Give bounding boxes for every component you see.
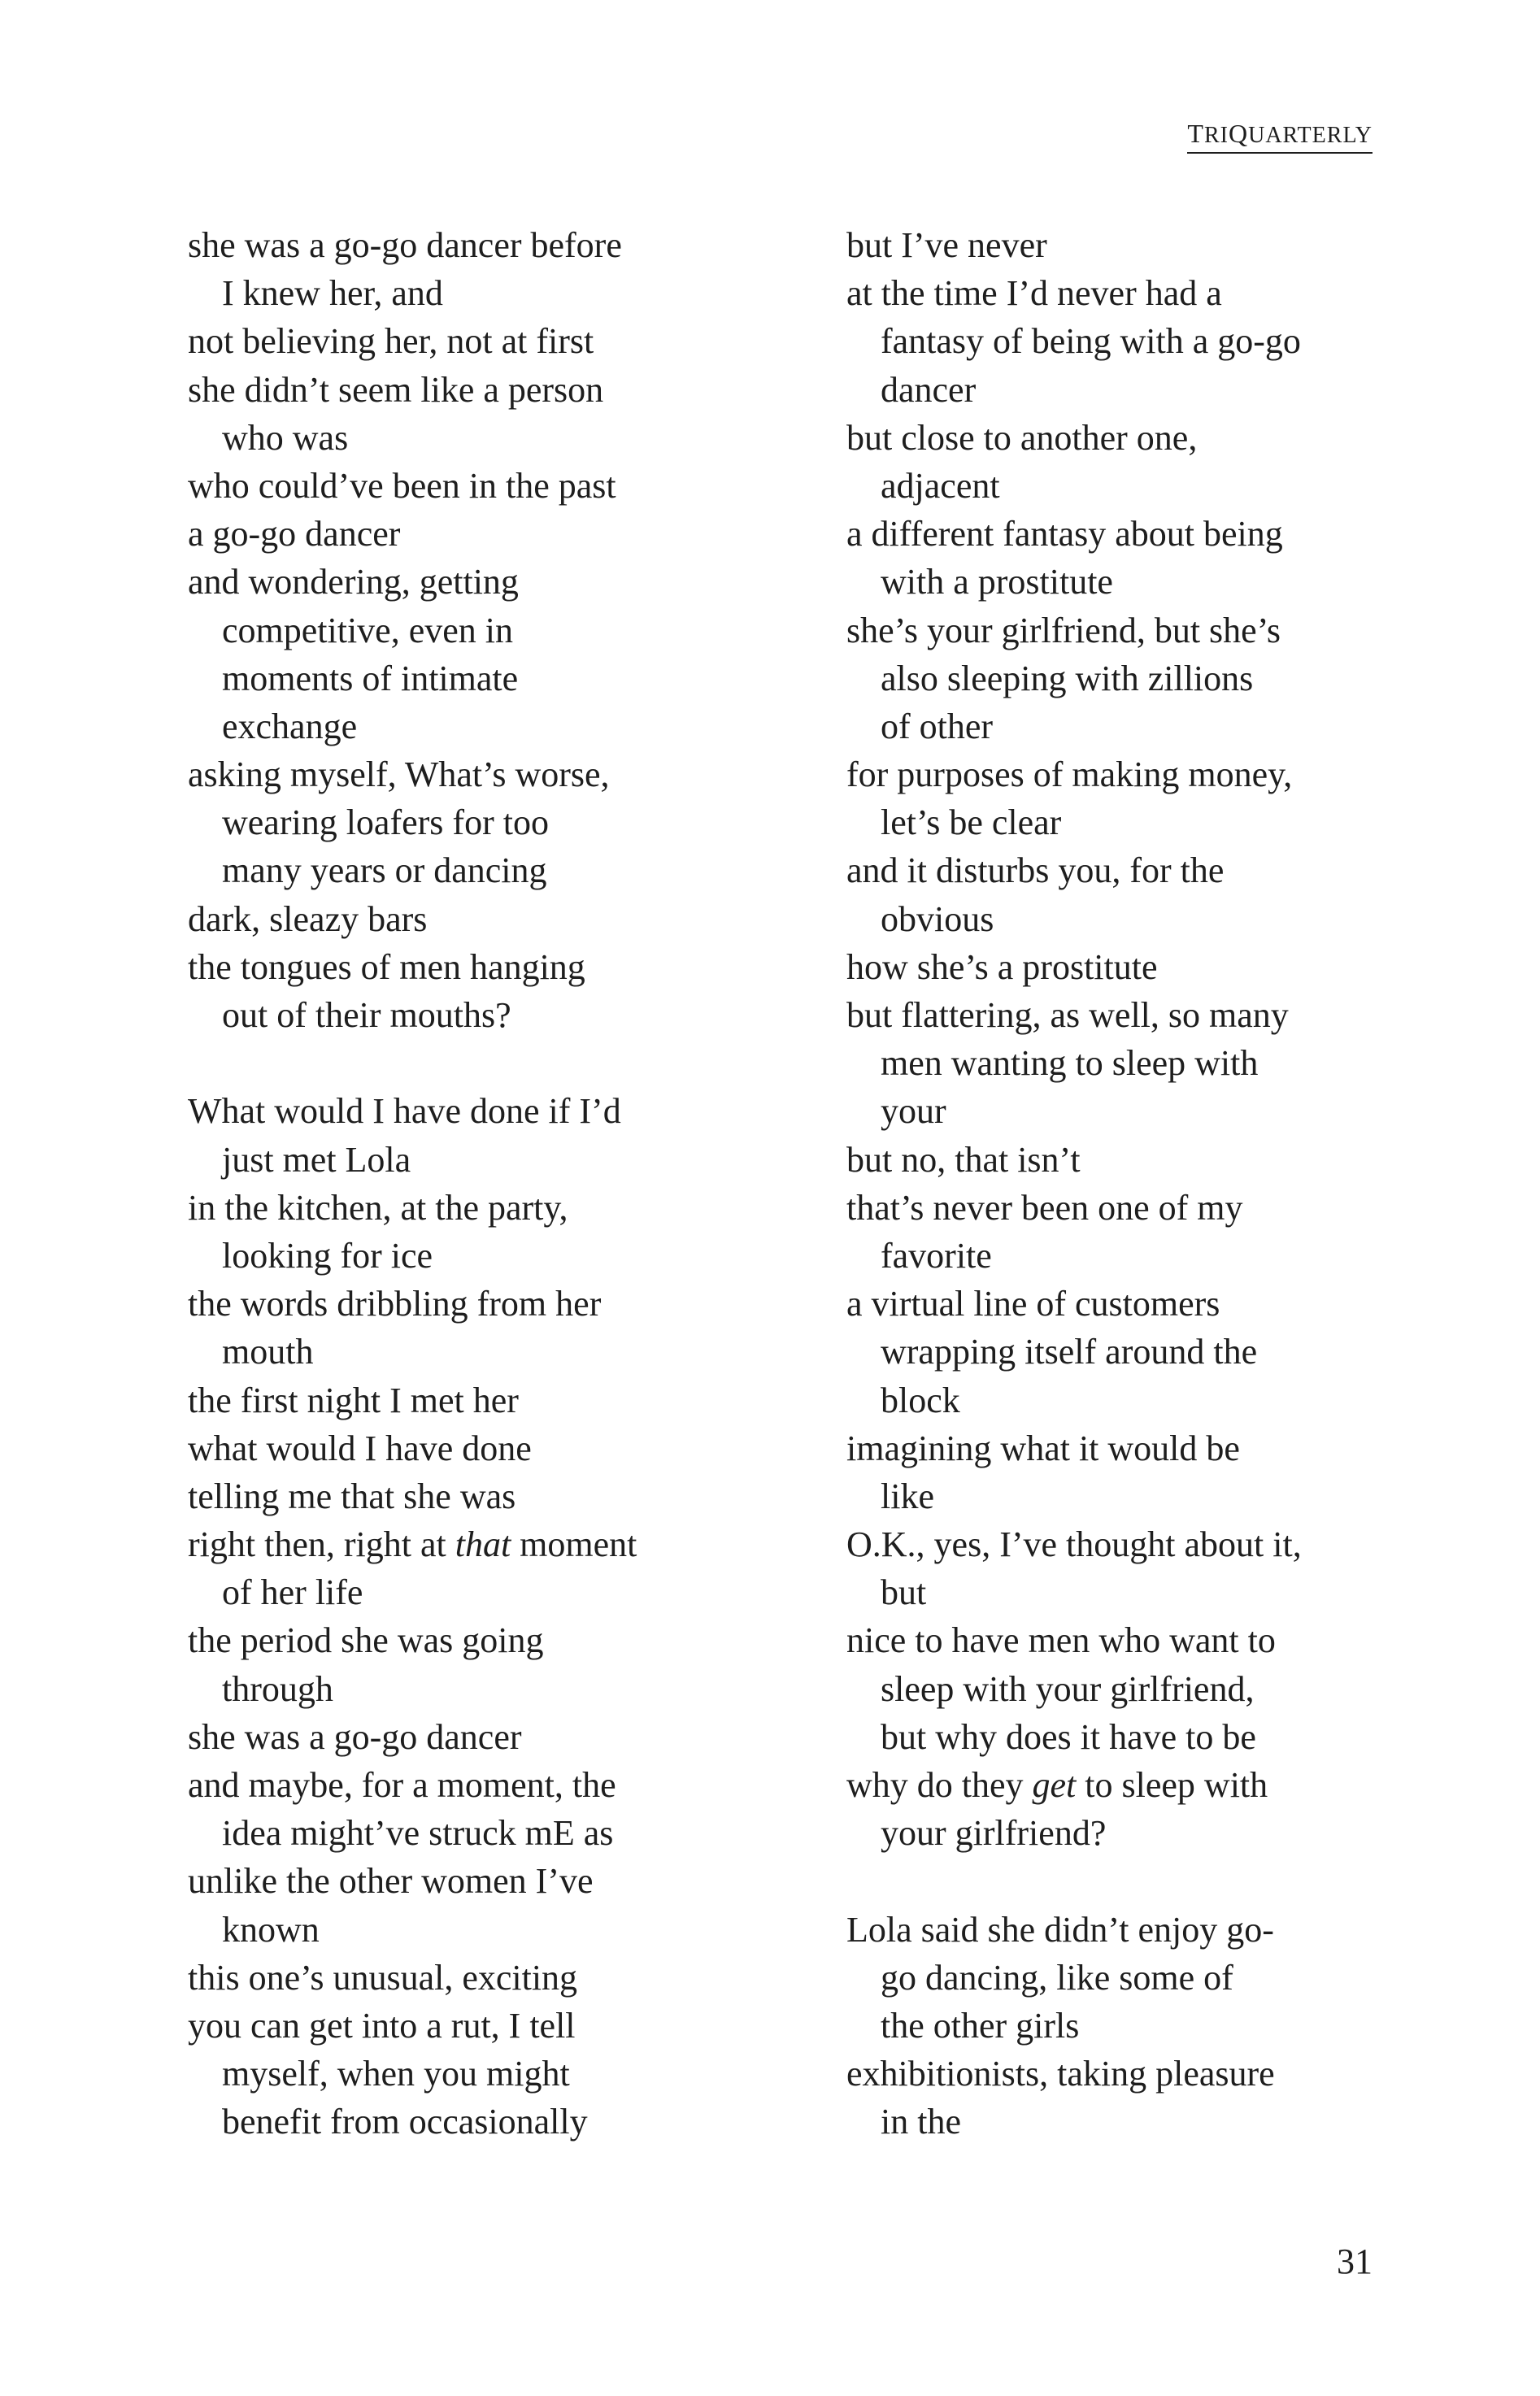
- poem-line: benefit from occasionally: [222, 2102, 588, 2142]
- running-head: [1187, 119, 1373, 154]
- poem-line: idea might’ve struck mE as: [222, 1813, 614, 1854]
- poem-line: adjacent: [881, 465, 1000, 506]
- poem-line: she was a go-go dancer: [188, 1716, 522, 1757]
- poem-line: dark, sleazy bars: [188, 898, 428, 939]
- poem-line: I knew her, and: [222, 273, 443, 314]
- poem-line: with a prostitute: [881, 562, 1113, 602]
- poem-line: at the time I’d never had a: [846, 273, 1222, 314]
- poem-line: a different fantasy about being: [846, 514, 1283, 554]
- poem-line: sleep with your girlfriend,: [881, 1668, 1255, 1709]
- poem-line: you can get into a rut, I tell: [188, 2005, 576, 2046]
- poem-line: wrapping itself around the: [881, 1332, 1258, 1372]
- poem-line: and maybe, for a moment, the: [188, 1765, 616, 1805]
- poem-line: through: [222, 1668, 333, 1709]
- poem-line: in the: [881, 2102, 961, 2142]
- poem-line: asking myself, What’s worse,: [188, 754, 610, 795]
- poem-line: a virtual line of customers: [846, 1284, 1220, 1324]
- poem-line: imagining what it would be: [846, 1428, 1240, 1468]
- poem-line: myself, when you might: [222, 2054, 570, 2094]
- poem-line: how she’s a prostitute: [846, 946, 1158, 987]
- poem-line: fantasy of being with a go-go: [881, 321, 1301, 362]
- poem-line: obvious: [881, 898, 994, 939]
- running-head-text: TRIQUARTERLY: [1187, 119, 1373, 148]
- poem-line: many years or dancing: [222, 850, 547, 891]
- poem-line: but close to another one,: [846, 417, 1198, 458]
- poem-line: dancer: [881, 369, 977, 410]
- poem-line: telling me that she was: [188, 1476, 516, 1516]
- poem-line: your: [881, 1091, 946, 1132]
- poem-line: but: [881, 1572, 927, 1613]
- poem-line: who could’ve been in the past: [188, 465, 616, 506]
- poem-line: but flattering, as well, so many: [846, 995, 1289, 1035]
- poem-line: moments of intimate: [222, 658, 519, 698]
- poem-line: this one’s unusual, exciting: [188, 1957, 578, 1998]
- poem-line: in the kitchen, at the party,: [188, 1187, 568, 1228]
- poem-line: why do they get to sleep with: [846, 1765, 1268, 1805]
- poem-line: a go-go dancer: [188, 514, 401, 554]
- poem-line: and it disturbs you, for the: [846, 850, 1225, 891]
- poem-line: but I’ve never: [846, 225, 1047, 265]
- poem-line: she didn’t seem like a person: [188, 369, 604, 410]
- poem-line: looking for ice: [222, 1235, 433, 1276]
- stanza-break: [846, 1857, 1383, 1905]
- poem-line: exchange: [222, 706, 358, 746]
- poem-line: she’s your girlfriend, but she’s: [846, 610, 1281, 650]
- poem-line: men wanting to sleep with: [881, 1043, 1259, 1084]
- poem-line: the other girls: [881, 2005, 1080, 2046]
- poem-line: the tongues of men hanging: [188, 946, 585, 987]
- poem-line: the period she was going: [188, 1620, 544, 1661]
- poem-line: competitive, even in: [222, 610, 513, 650]
- poem-line: your girlfriend?: [881, 1813, 1107, 1854]
- poem-line: let’s be clear: [881, 802, 1062, 843]
- poem-line: and wondering, getting: [188, 562, 519, 602]
- poem-line: exhibitionists, taking pleasure: [846, 2054, 1275, 2094]
- running-head-rule: [1187, 152, 1373, 154]
- left-column: [188, 221, 724, 2146]
- poem-line: O.K., yes, I’ve thought about it,: [846, 1524, 1302, 1565]
- poem-line: who was: [222, 417, 349, 458]
- poem-line: but why does it have to be: [881, 1716, 1256, 1757]
- poem-line: of her life: [222, 1572, 363, 1613]
- poem-line: Lola said she didn’t enjoy go-: [846, 1909, 1274, 1950]
- poem-line: favorite: [881, 1235, 992, 1276]
- poem-line: the words dribbling from her: [188, 1284, 602, 1324]
- poem-line: block: [881, 1380, 960, 1420]
- poem-line: What would I have done if I’d: [188, 1091, 621, 1132]
- right-column: [846, 221, 1383, 2146]
- poem-line: wearing loafers for too: [222, 802, 549, 843]
- poem-line: go dancing, like some of: [881, 1957, 1233, 1998]
- poem-line: for purposes of making money,: [846, 754, 1293, 795]
- poem-line: of other: [881, 706, 994, 746]
- poem-line: the first night I met her: [188, 1380, 519, 1420]
- poem-line: unlike the other women I’ve: [188, 1861, 594, 1902]
- stanza-break: [188, 1039, 724, 1087]
- poem-line: mouth: [222, 1332, 314, 1372]
- poem-line: nice to have men who want to: [846, 1620, 1276, 1661]
- poem-line: right then, right at that moment: [188, 1524, 637, 1565]
- poem-line: she was a go-go dancer before: [188, 225, 622, 265]
- poem-line: known: [222, 1909, 320, 1950]
- poem-line: just met Lola: [222, 1139, 411, 1180]
- poem-line: also sleeping with zillions: [881, 658, 1254, 698]
- poem-line: like: [881, 1476, 934, 1516]
- poem-line: what would I have done: [188, 1428, 532, 1468]
- poem-line: out of their mouths?: [222, 995, 511, 1035]
- poem-line: that’s never been one of my: [846, 1187, 1243, 1228]
- page-number: 31: [1337, 2242, 1373, 2281]
- poem-line: not believing her, not at first: [188, 321, 594, 362]
- poem-line: but no, that isn’t: [846, 1139, 1081, 1180]
